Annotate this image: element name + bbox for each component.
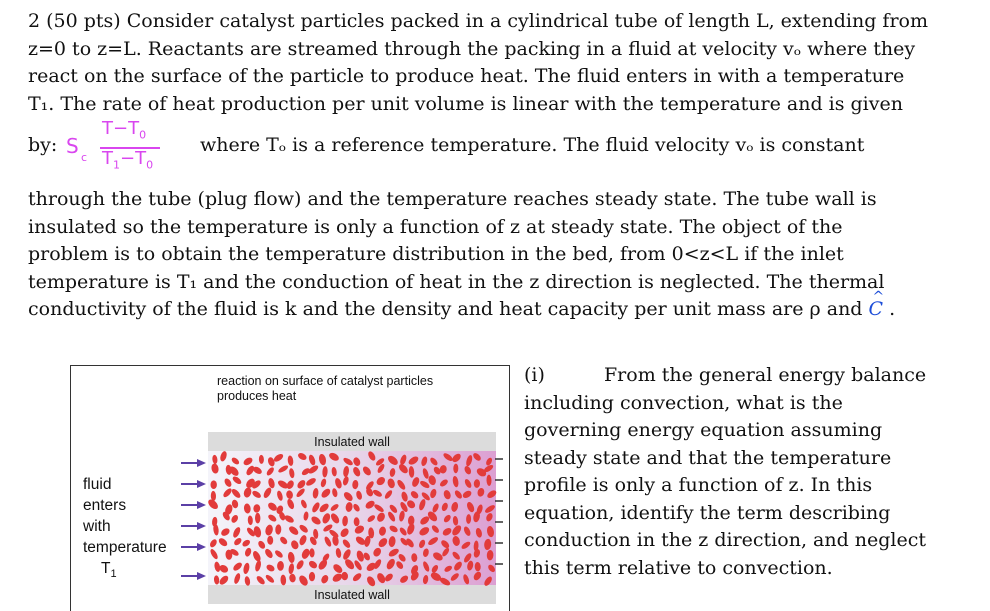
catalyst-particle: [288, 468, 295, 479]
catalyst-particle: [244, 547, 252, 557]
catalyst-particle: [452, 535, 461, 546]
question-line: governing energy equation assuming: [524, 419, 883, 441]
catalyst-particle: [427, 536, 439, 547]
catalyst-particle: [398, 510, 405, 522]
catalyst-particle: [267, 477, 275, 489]
catalyst-particle: [218, 574, 230, 586]
catalyst-particle: [463, 526, 472, 537]
body-line: insulated so the temperature is only a function of z at steady state. The object of the: [28, 215, 843, 238]
catalyst-particle: [277, 561, 284, 571]
catalyst-particle: [453, 489, 463, 500]
catalyst-particle: [253, 504, 260, 513]
catalyst-particle: [352, 480, 359, 490]
catalyst-particle: [305, 477, 317, 488]
catalyst-particle: [485, 457, 493, 467]
catalyst-particle: [396, 479, 407, 491]
catalyst-particle: [352, 466, 362, 478]
question-i: [524, 362, 964, 582]
catalyst-particle: [451, 452, 463, 464]
catalyst-particle: [231, 475, 242, 485]
catalyst-particle: [209, 538, 218, 548]
figure-caption: reaction on surface of catalyst particles produces heat: [217, 374, 434, 403]
catalyst-particle: [353, 517, 359, 526]
catalyst-particle: [331, 467, 337, 477]
catalyst-particle: [373, 503, 385, 513]
catalyst-particle: [361, 465, 372, 477]
catalyst-particle: [443, 489, 452, 500]
catalyst-particle: [253, 525, 263, 538]
catalyst-particle: [280, 574, 286, 585]
catalyst-particle: [427, 474, 437, 486]
catalyst-particle: [355, 490, 363, 500]
inlet-temp-sub: 1: [110, 568, 117, 581]
catalyst-particle: [345, 502, 353, 513]
catalyst-particle: [395, 560, 405, 570]
catalyst-particle: [474, 479, 481, 488]
catalyst-particle: [411, 553, 418, 562]
catalyst-particle: [318, 453, 327, 466]
catalyst-particle: [259, 455, 264, 464]
catalyst-particle: [418, 539, 427, 549]
problem-intro: [28, 8, 978, 118]
catalyst-particle: [290, 539, 300, 550]
catalyst-particle: [211, 480, 217, 489]
catalyst-particle: [406, 523, 416, 536]
catalyst-particle: [264, 574, 275, 585]
catalyst-particle: [465, 454, 473, 467]
catalyst-particle: [398, 526, 408, 536]
formula-symbol: S: [66, 134, 79, 158]
catalyst-particle: [450, 524, 462, 537]
catalyst-particle: [254, 560, 262, 572]
catalyst-particle: [297, 574, 309, 587]
intro-line: z=0 to z=L. Reactants are streamed through the packing in a fluid at velocity vₒ where they: [28, 37, 916, 60]
catalyst-particle: [422, 560, 431, 572]
catalyst-particle: [341, 538, 351, 549]
heat-capacity-symbol: ^ C: [869, 296, 884, 324]
catalyst-particle: [275, 524, 282, 535]
catalyst-particle: [243, 503, 251, 514]
catalyst-particle: [466, 514, 471, 524]
inflow-arrow-icon: [181, 480, 206, 488]
catalyst-particle: [452, 476, 459, 488]
catalyst-particle: [452, 516, 458, 526]
catalyst-particle: [472, 452, 482, 462]
catalyst-particle: [267, 536, 273, 545]
catalyst-particle: [312, 488, 319, 499]
catalyst-particle: [335, 548, 342, 559]
fluid-word: with: [83, 518, 111, 535]
catalyst-particle: [244, 576, 251, 586]
catalyst-particle: [352, 456, 361, 467]
catalyst-particle: [429, 456, 439, 466]
numerator-sub: 0: [139, 128, 147, 142]
catalyst-particle: [399, 574, 410, 584]
catalyst-particle: [233, 572, 241, 584]
catalyst-particle: [422, 548, 429, 558]
catalyst-particle: [372, 488, 383, 498]
last-line-end: .: [883, 298, 896, 320]
catalyst-particle: [411, 476, 421, 488]
catalyst-particle: [276, 490, 284, 501]
question-line: steady state and that the temperature: [524, 446, 892, 469]
catalyst-particle: [376, 511, 387, 523]
catalyst-particle: [484, 504, 496, 515]
catalyst-particle: [297, 452, 308, 462]
catalyst-particle: [372, 546, 383, 557]
fluid-word: enters: [83, 497, 127, 514]
catalyst-particle: [334, 477, 343, 489]
catalyst-particle: [265, 563, 275, 572]
catalyst-particle: [233, 537, 243, 547]
formula-numerator: [102, 118, 146, 142]
catalyst-particle: [408, 466, 414, 478]
catalyst-particle: [441, 526, 453, 537]
catalyst-particle: [331, 488, 338, 498]
catalyst-particle: [303, 511, 309, 521]
catalyst-particle: [422, 575, 429, 585]
catalyst-particle: [485, 512, 494, 522]
catalyst-particle: [365, 575, 376, 588]
packed-bed-figure: [70, 365, 510, 611]
catalyst-particle: [219, 450, 228, 462]
catalyst-particle: [486, 489, 498, 500]
catalyst-particle: [310, 515, 322, 526]
catalyst-particle: [453, 464, 458, 474]
question-line: conduction in the z direction, and neglect: [524, 529, 927, 551]
catalyst-particle: [232, 561, 244, 572]
catalyst-particle: [442, 452, 454, 463]
catalyst-particle: [483, 575, 494, 587]
catalyst-particle: [329, 512, 341, 525]
formula-line: [28, 120, 978, 180]
catalyst-particle: [230, 487, 242, 499]
body-line-last: [28, 296, 978, 324]
catalyst-particle: [420, 456, 428, 467]
body-line: temperature is T₁ and the conduction of heat in the z direction is neglected. The thermal: [28, 270, 885, 293]
catalyst-particle: [463, 465, 472, 475]
fluid-word: fluid: [83, 476, 112, 493]
denominator-sub1: 1: [113, 158, 120, 172]
catalyst-particle: [247, 515, 253, 525]
question-line: including convection, what is the: [524, 391, 843, 414]
catalyst-particle: [230, 514, 239, 524]
catalyst-particle: [399, 454, 408, 466]
catalyst-particle: [353, 524, 365, 535]
catalyst-particle: [251, 489, 262, 499]
catalyst-particle: [265, 466, 275, 477]
catalyst-particle: [298, 523, 309, 534]
intro-line: 2 (50 pts) Consider catalyst particles packed in a cylindrical tube of length L, extending from: [28, 10, 928, 32]
catalyst-particle: [220, 527, 231, 538]
catalyst-particle: [431, 524, 441, 534]
intro-line: T₁. The rate of heat production per unit volume is linear with the temperature and is given: [28, 92, 903, 115]
catalyst-particle: [209, 548, 219, 560]
catalyst-particle: [274, 549, 284, 559]
catalyst-particle: [322, 466, 328, 478]
catalyst-particle: [366, 514, 376, 523]
question-label: (i): [524, 364, 545, 386]
last-line-start: conductivity of the fluid is k and the density and heat capacity per unit mass are ρ and: [28, 298, 869, 320]
catalyst-particle: [295, 559, 305, 570]
catalyst-particle: [320, 487, 332, 499]
catalyst-particle: [487, 563, 497, 573]
catalyst-particle: [439, 478, 449, 488]
catalyst-particle: [443, 514, 453, 524]
catalyst-particle: [407, 455, 420, 466]
catalyst-particle: [375, 475, 387, 486]
catalyst-particle: [267, 513, 278, 523]
catalyst-particle: [430, 564, 439, 574]
catalyst-particle: [223, 477, 233, 488]
catalyst-particle: [473, 548, 481, 558]
catalyst-particle: [342, 490, 354, 502]
catalyst-particle: [222, 487, 233, 499]
formula-denominator: [102, 148, 153, 172]
catalyst-particle: [385, 557, 397, 570]
catalyst-particle: [342, 456, 354, 466]
catalyst-particle: [364, 499, 376, 510]
catalyst-particle: [441, 502, 449, 512]
question-line: equation, identify the term describing: [524, 501, 891, 524]
catalyst-particle: [388, 524, 399, 533]
by-label: by:: [28, 134, 58, 156]
catalyst-particle: [342, 516, 348, 527]
top-insulated-wall: Insulated wall: [208, 432, 496, 451]
catalyst-particle: [230, 456, 240, 466]
catalyst-particle: [383, 489, 393, 500]
catalyst-particle: [311, 501, 321, 513]
question-first-text: From the general energy balance: [604, 364, 927, 386]
catalyst-particle: [378, 526, 386, 536]
catalyst-particle: [343, 466, 350, 478]
catalyst-particle: [262, 486, 273, 499]
catalyst-particle: [462, 574, 470, 585]
catalyst-particle: [342, 548, 353, 561]
catalyst-particle: [384, 572, 395, 583]
catalyst-particle: [443, 564, 453, 573]
catalyst-particle: [251, 550, 262, 563]
inflow-arrow-icon: [181, 572, 206, 580]
catalyst-particle: [339, 527, 350, 539]
formula-subscript: c: [81, 151, 88, 164]
catalyst-particle: [255, 513, 261, 524]
catalyst-particle: [422, 467, 430, 479]
inflow-arrow-icon: [181, 522, 206, 530]
inflow-arrow-icon: [181, 459, 206, 467]
catalyst-particle: [286, 498, 295, 510]
by-rest: where Tₒ is a reference temperature. The fluid velocity vₒ is constant: [200, 134, 865, 156]
catalyst-particle: [486, 525, 495, 537]
catalyst-particle: [287, 551, 295, 563]
catalyst-particle: [289, 573, 296, 582]
catalyst-particle: [318, 502, 330, 514]
catalyst-particle: [264, 548, 275, 560]
denominator-sub2: 0: [146, 158, 154, 172]
catalyst-particle: [472, 570, 482, 581]
catalyst-particle: [487, 550, 494, 561]
catalyst-particle: [453, 560, 464, 572]
catalyst-particle: [283, 514, 295, 524]
catalyst-particle: [429, 488, 437, 499]
catalyst-particle: [255, 575, 266, 586]
catalyst-particle: [409, 490, 419, 500]
catalyst-particle: [320, 574, 330, 585]
catalyst-particle: [441, 547, 451, 558]
catalyst-particle: [450, 501, 459, 512]
catalyst-particle: [264, 524, 274, 536]
fluid-inlet-label: [83, 474, 167, 585]
catalyst-particle: [386, 478, 395, 489]
question-first-line: [524, 362, 964, 390]
catalyst-particle: [474, 562, 480, 572]
catalyst-particle: [388, 536, 396, 548]
catalyst-particle: [461, 489, 472, 499]
catalyst-particle: [449, 572, 460, 582]
inlet-temp-symbol: T: [101, 560, 111, 577]
inlet-temperature: [101, 558, 167, 585]
denominator-text: T: [102, 148, 113, 169]
catalyst-particle: [440, 539, 451, 550]
catalyst-particle: [300, 499, 308, 509]
bottom-insulated-wall: Insulated wall: [208, 585, 496, 604]
catalyst-particle: [320, 478, 327, 488]
catalyst-particle: [288, 563, 295, 575]
catalyst-particle: [332, 563, 344, 575]
catalyst-particle: [475, 527, 483, 538]
catalyst-particle: [296, 479, 307, 490]
fluid-word: temperature: [83, 539, 167, 556]
heat-rate-formula: [64, 120, 194, 180]
catalyst-particle: [484, 538, 492, 550]
intro-line: react on the surface of the particle to produce heat. The fluid enters in with a temperature: [28, 65, 905, 87]
catalyst-particle: [389, 468, 396, 478]
catalyst-particle: [351, 572, 362, 583]
catalyst-particle: [486, 475, 491, 487]
catalyst-particle: [288, 525, 300, 537]
catalyst-particle: [243, 487, 253, 499]
catalyst-particle: [477, 487, 486, 497]
catalyst-particle: [309, 572, 315, 582]
catalyst-particle: [279, 535, 289, 545]
catalyst-particle: [287, 455, 294, 466]
catalyst-particle: [466, 501, 476, 513]
catalyst-particle: [367, 450, 377, 462]
catalyst-particle: [309, 548, 314, 557]
catalyst-particle: [460, 540, 471, 550]
problem-body: [28, 186, 978, 324]
catalyst-particle: [257, 540, 267, 550]
catalyst-particle: [214, 575, 220, 585]
body-line: problem is to obtain the temperature distribution in the bed, from 0<z<L if the inlet: [28, 243, 844, 265]
catalyst-particle: [431, 503, 440, 514]
catalyst-particle: [341, 572, 348, 581]
catalyst-particle: [211, 463, 220, 474]
catalyst-particle: [295, 487, 306, 498]
catalyst-particle: [323, 536, 332, 548]
denominator-mid: −T: [120, 148, 147, 169]
catalyst-particle: [329, 503, 339, 512]
catalyst-particle: [418, 498, 427, 511]
catalyst-particle: [386, 454, 399, 467]
inflow-arrow-icon: [181, 501, 206, 509]
catalyst-particle: [418, 525, 431, 537]
catalyst-particle: [463, 478, 472, 489]
catalyst-particle: [241, 538, 251, 547]
inflow-arrow-icon: [181, 543, 206, 551]
catalyst-particle: [242, 562, 250, 574]
catalyst-particle: [232, 526, 242, 539]
catalyst-particle: [321, 512, 332, 525]
catalyst-particle: [308, 454, 317, 466]
catalyst-particle: [342, 476, 350, 487]
numerator-text: T−T: [102, 118, 140, 139]
catalyst-particle: [298, 534, 308, 546]
catalyst-particle: [328, 451, 341, 462]
catalyst-particle: [277, 464, 289, 474]
catalyst-particle: [432, 551, 445, 563]
catalyst-particle: [451, 550, 461, 560]
question-line: profile is only a function of z. In this: [524, 474, 873, 496]
catalyst-particle: [400, 491, 408, 502]
catalyst-particle: [352, 503, 361, 513]
catalyst-particle: [217, 537, 228, 548]
catalyst-particle: [212, 455, 218, 465]
catalyst-particle: [218, 563, 230, 574]
question-line: this term relative to convection.: [524, 556, 833, 579]
body-line: through the tube (plug flow) and the temperature reaches steady state. The tube wall is: [28, 188, 877, 210]
catalyst-particle: [387, 547, 400, 558]
catalyst-particle: [307, 559, 318, 570]
catalyst-particle: [242, 456, 254, 467]
catalyst-particle: [377, 536, 389, 548]
catalyst-particle: [285, 490, 293, 500]
